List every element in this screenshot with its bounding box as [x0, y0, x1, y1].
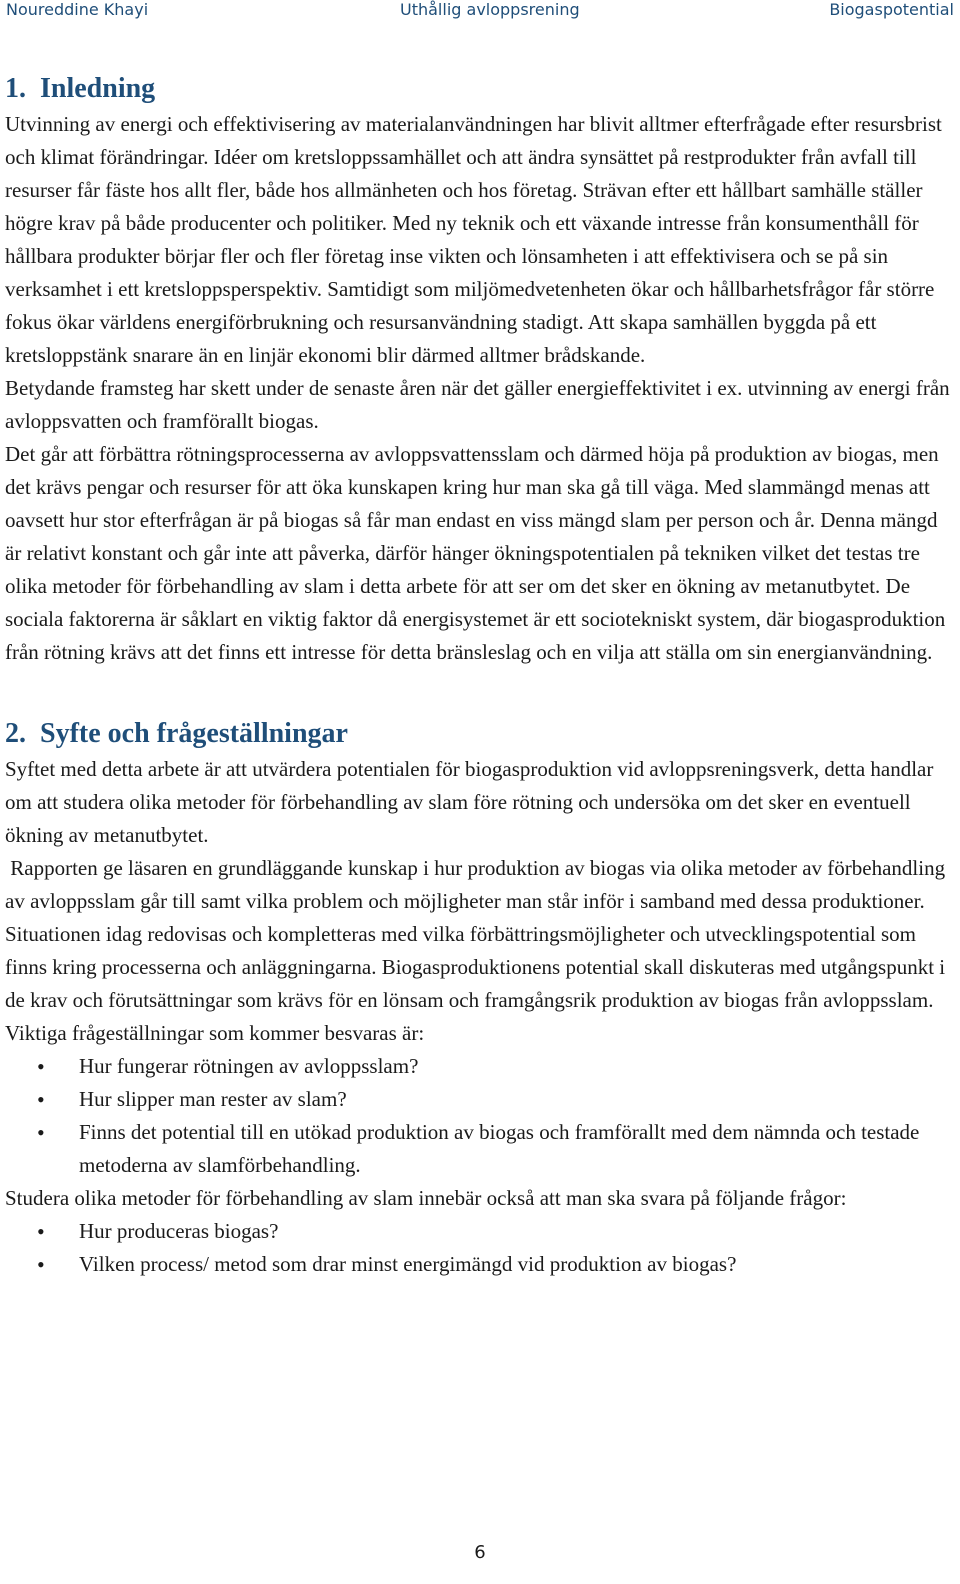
section-1-number: 1. [5, 73, 26, 104]
body-content [5, 70, 955, 1281]
list-item: • Hur produceras biogas? [5, 1215, 955, 1248]
section-2-number: 2. [5, 718, 26, 749]
section-2 [5, 715, 955, 1281]
paragraph: Studera olika metoder för förbehandling av slam innebär också att man ska svara på följande frågor: [5, 1186, 847, 1210]
question-list-2 [5, 1215, 955, 1281]
running-header [0, 0, 960, 24]
paragraph: Utvinning av energi och effektivisering av materialanvändningen har blivit alltmer efterfrågade efter resursbrist och klimat förändringar. Idéer om kretsloppssamhället och att ändra synsättet på restprodukter från avfall till resurser får fäste hos allt fler, både hos allmänheten och hos företag. Strävan efter ett hållbart samhälle ställer högre krav på både producenter och politiker. Med ny teknik och ett växande intresse från konsumenthåll för hållbara produkter börjar fler och fler företag inse vikten och lönsamheten i att effektivisera och se på sin verksamhet i ett kretsloppsperspektiv. Samtidigt som miljömedvetenheten ökar och hållbarhetsfrågor får större fokus ökar världens energiförbrukning och resursanvändning stadigt. Att skapa samhällen byggda på ett kretsloppstänk snarare än en linjär ekonomi blir därmed alltmer brådskande. [5, 112, 942, 367]
section-2-title: Syfte och frågeställningar [40, 718, 348, 749]
list-item: • Hur fungerar rötningen av avloppsslam? [5, 1050, 955, 1083]
paragraph: Det går att förbättra rötningsprocesserna av avloppsvattensslam och därmed höja på produktion av biogas, men det krävs pengar och resurser för att öka kunskapen kring hur man ska gå till väga. Med slammängd menas att oavsett hur stor efterfrågan är på biogas så får man endast en viss mängd slam per person och år. Denna mängd är relativt konstant och går inte att påverka, därför hänger ökningspotentialen på tekniken vilket det testas tre olika metoder för förbehandling av slam i detta arbete för att ser om det sker en ökning av metanutbytet. De sociala faktorerna är såklart en viktig faktor då energisystemet är ett sociotekniskt system, där biogasproduktion från rötning krävs att det finns ett intresse för detta bränsleslag och en vilja att ställa om sin energianvändning. [5, 442, 946, 664]
list-item: • Vilken process/ metod som drar minst energimängd vid produktion av biogas? [5, 1248, 955, 1281]
list-item: • Finns det potential till en utökad produktion av biogas och framförallt med dem nämnda och testade metoderna av slamförbehandling. [5, 1116, 955, 1182]
paragraph: Syftet med detta arbete är att utvärdera potentialen för biogasproduktion vid avloppsreningsverk, detta handlar om att studera olika metoder för förbehandling av slam före rötning och undersöka om det sker en eventuell ökning av metanutbytet. [5, 757, 934, 847]
question-list-1 [5, 1050, 955, 1182]
header-title: Uthållig avloppsrening [400, 0, 580, 19]
header-topic: Biogaspotential [829, 0, 954, 19]
section-1-title: Inledning [40, 73, 156, 104]
page-number: 6 [474, 1542, 486, 1563]
paragraph: Betydande framsteg har skett under de senaste åren när det gäller energieffektivitet i ex. utvinning av energi från avloppsvatten och framförallt biogas. [5, 376, 950, 433]
section-1-heading [5, 70, 955, 108]
paragraph: Situationen idag redovisas och kompletteras med vilka förbättringsmöjligheter och utvecklingspotential som finns kring processerna och anläggningarna. Biogasproduktionens potential skall diskuteras med utgångspunkt i de krav och förutsättningar som krävs för en lönsam och framgångsrik produktion av biogas från avloppsslam. [5, 922, 946, 1012]
paragraph: Rapporten ge läsaren en grundläggande kunskap i hur produktion av biogas via olika metoder av förbehandling av avloppsslam går till samt vilka problem och möjligheter man står inför i samband med dessa produktioner. [5, 856, 951, 913]
section-2-heading [5, 715, 955, 753]
paragraph: Viktiga frågeställningar som kommer besvaras är: [5, 1021, 425, 1045]
list-item: • Hur slipper man rester av slam? [5, 1083, 955, 1116]
header-author: Noureddine Khayi [6, 0, 149, 19]
